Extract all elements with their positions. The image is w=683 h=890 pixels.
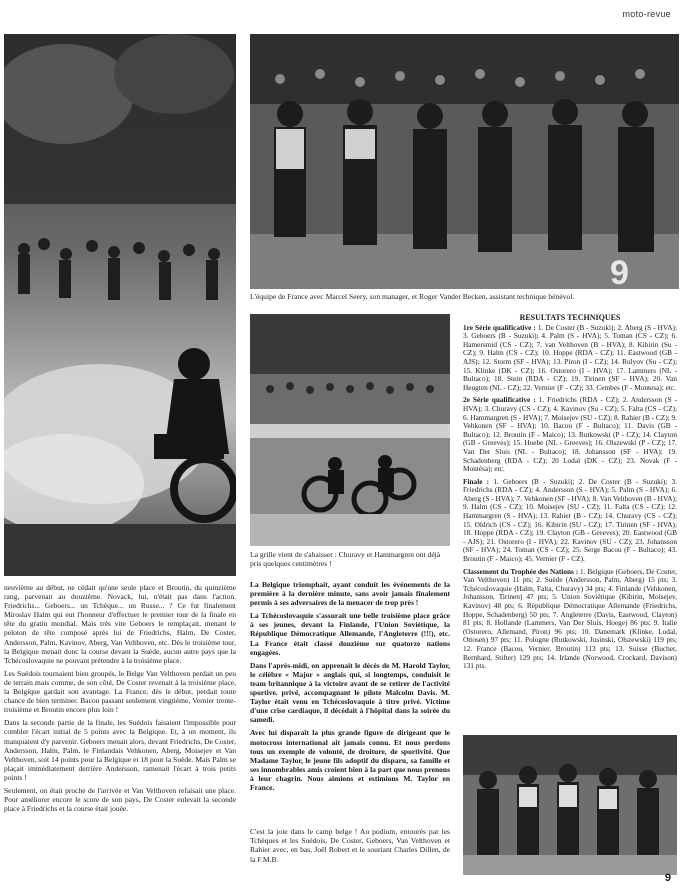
article-paragraph: Les Suédois tournaient bien groupés, le Belge Van Velthoven perdait un peu de terrain mais comme, de son côté, De Coster revenait à la troisième place, la Belgique gardait son avantage. La France, dès le début, perdait toute chance de bien terminer. Bacou passant seulement vingtième, Vernier trente-troisième et Broutin encore plus loin ! xyxy=(4,668,236,715)
article-column-1 xyxy=(4,583,236,817)
article-paragraph: Dans l'après-midi, on apprenait le décès de M. Harold Taylor, le célèbre « Major » anglais qui, si longtemps, conduisit le team britannique à la victoire avant de se retirer de l'activité sportive. privé, accompagnant le pilote Malcolm Davis. M. Taylor était venu en Tchécoslovaquie à titre privé. Victime d'une crise cardiaque, il décédait à l'hôpital dans la soirée du samedi. xyxy=(250,660,450,725)
article-paragraph: Seulement, on était proche de l'arrivée et Van Velthoven refaisait une place. Pour améliorer encore le score de son pays, De Coster enlevait la seconde place à Friedrichs et la course était jouée. xyxy=(4,785,236,814)
svg-text:9: 9 xyxy=(610,254,629,289)
page-number: 9 xyxy=(664,872,671,884)
series2-label: 2e Série qualificative : xyxy=(463,395,536,405)
caption-start-grid: La grille vient de s'abaisser : Churavy et Hammargren ont déjà pris quelques centimètres ! xyxy=(250,550,441,569)
final-results: 1. Geboers (B - Suzuki); 2. De Coster (B - Suzuki); 3. Friedrichs (RDA - CZ); 4. Andersson (S - HVA); 5. Palm (S - HVA); 6. Aberg (S - HVA); 7. Vehkonen (SF - HVA); 8. Van Velthoven (B - HVA); 9. Halm (CS - CZ); 10. Moisejev (SU - CZ); 11. Falta (CS - CZ); 12. Hammargren (S - HVA); 13. Rahier (B - CZ); 14. Churavy (CS - CZ); 15. Oldrich (CS - CZ); 16. Kibirin (SU - CZ); 17. Tirinen (SF - HVA); 18. Hoppe (RDA - CZ); 19. Clayton (GB - Greeves); 20. Eastwood (GB - AJS); 21. Ostorero (I - HVA); 22. Kavinov (SU - CZ); 23. Johansson (SF - HVA); 24. Toman (CS - CZ); 25. Serge Bacou (F - Bultaco); 43. Broutin (F - Maico); 45. Vernier (F - CZ). xyxy=(463,476,678,564)
caption-podium: C'est la joie dans le camp belge ! Au podium, entourés par les Tchèques et les Suédois, De Coster, Geboers, Van Velthoven et Rahier avec, en bas, Joël Robert et le souriant Charles Dillen, de la F.M.B. xyxy=(250,827,450,864)
series1-results: 1. De Coster (B - Suzuki); 2. Aberg (S - HVA); 3. Geboers (B - Suzuki); 4. Palm (S - HVA); 5. Toman (CS - CZ); 6. Hamersmid (CS - CZ); 7. van Velthoven (B - HVA); 8. Kibirin (Su - CZ); 9. Halm (CS - CZ); 10. Hoppe (RDA - CZ); 11. Eastwood (GB - AJS); 12. Storm (SF - HVA); 13. Piron (I - CZ); 14. Rulyov (Su - CZ); 15. Klinke (DK - CZ); 16. Ostorero (I - HVA); 17. Lammers (NL - Bultaco); 18. Stein (RDA - CZ); 19. Tirinen (SF - HVA); 20. Van Heugten (NL - CZ); 22. Vernier (F - CZ); 33. Cembes (F - Montesa); etc. xyxy=(463,322,677,392)
series2-results: 1. Friedrichs (RDA - CZ); 2. Andersson (S - HVA); 3. Churavy (CS - CZ); 4. Kavinov (Su - CZ); 5. Falta (CS - CZ); 6. Hammargren (S - HVA); 7. Moisejev (SU - CZ); 8. Rahier (B - CZ); 9. Vehkonen (SF - HVA); 10. Bacou (F - Bultaco); 11. Davis (GB - Bultaco); 12. Broutin (F - Maico); 13. Rutkowski (P - CZ); 14. Clayton (GB - Greeves); 15. Hoebe (NL - Greeves); 16. Olszewski (P - CZ); 17. Van Der Sluis (NL - Bultaco); 18. Johansson (SF - HVA); 19. Schadenberg (RDA - CZ); 20 Lodal (DK - CZ); 23. Novak (F - Montésa); etc. xyxy=(463,395,678,474)
article-paragraph: La Belgique triomphait, ayant conduit les événements de la première à la dernière minute, sans avoir jamais finalement permis à ses adversaires de la menacer de trop près ! xyxy=(250,580,450,608)
photo-rider-dust xyxy=(4,34,236,576)
photo-france-team xyxy=(250,34,679,289)
article-paragraph: Dans la seconde partie de la finale, les Suédois faisaient l'impossible pour combler l'écart initial de 5 points avec la Belgique. Et, à un moment, ils manquaient d'y parvenir. Geboers menait alors, devant Friedrichs, De Coster, Andersson, Halm, Palm, le Finlandais Vehkonen, Aberg, Moisejev et Van Velthoven, soit 14 points pour la Belgique et 18 pour la Suède. Mais Palm se plaçait immédiatement derrière Andersson, ramenait l'écart à trois petits points ! xyxy=(4,718,236,782)
article-paragraph: neuvième au début, ne cédait qu'une seule place et Broutin, du quinzième rang, parvenait au douzième. Novack, lui, n'était pas dans l'action. Friedrichs... Geboers... un Tchèque... un Russe... ? Ce fut finalement Miroslav Halm qui eut l'honneur d'effectuer le premier tour de la finale en tête du gratin mondial. Mais très vite Geboers le remplaçait, menant le peloton de tête composé après lui de Friedrichs, Halm, De Coster, Andersson, Palm, Kavinov, Aberg, Van Velthoven, etc. Dès le troisième tour, la Belgique menait donc la course devant la Suède, aucun autre pays que la Tchécoslovaquie ne pouvant prétendre à la troisième place. xyxy=(4,583,236,665)
article-paragraph: Avec lui disparaît la plus grande figure de dirigeant que le motocross international ait jamais connu. Et nous perdons tous un exemple de volonté, de droiture, de sportivité. Que Madame Taylor, le jeune fils adoptif du disparu, sa famille et ses innombrables amis croient bien à la part que nous prenons à leur chagrin. Nous aimions et estimions M. Taylor en France. xyxy=(250,728,450,792)
caption-france-team: L'équipe de France avec Marcel Seery, son manager, et Roger Vander Becken, assistant technique bénévol. xyxy=(250,292,575,301)
article-paragraph: La Tchécoslovaquie s'assurait une belle troisième place grâce à ses jeunes, devant la Finlande, l'Union Soviétique, la République Démocratique Allemande, l'Angleterre (!!!), etc. La France était classé douzième sur quatorze nations engagées. xyxy=(250,611,450,657)
series1-label: 1re Série qualificative : xyxy=(463,322,536,332)
photo-podium xyxy=(463,735,677,875)
article-column-2 xyxy=(250,580,450,796)
results-column xyxy=(463,314,677,675)
final-label: Finale : xyxy=(463,476,490,486)
trophy-label: Classement du Trophée des Nations : xyxy=(463,566,579,576)
trophy-results: 1. Belgique (Geboers, De Coster, Van Velthoven) 11 pts; 2. Suède (Andersson, Palm, Aberg) 15 pts; 3. Tchécoslovaquie (Halm, Falta, Churavy) 34 pts; 4. Finlande (Vehkonen, Johansson, Tirinen) 47 pts; 5. Union Soviétique (Kibirin, Moisejev, Kavinov) 48 pts; 6. République Démocratique Allemande (Friedrichs, Hoppe, Schadenberg) 50 pts; 7. Angleterre (Davis, Eastwood, Clayton) 81 pts; 8. Hollande (Lammers, Van Der Sluis, Hoege) 86 pts; 9. Italie (Ostorero, Allemand, Piron) 96 pts; 10. Danemark (Klinke, Lodal, Ottosen) 97 pts; 11. Pologne (Rutkowski, Jusinski, Olszewski) 119 pts; 12. France (Bacou, Vernier, Broutin) 113 pts; 13. Suisse (Bucher, Bernhard, Stifter) 129 pts; 14. Irlande (Norwood, Crockard, Davison) 131 pts. xyxy=(463,566,678,671)
photo-start-grid xyxy=(250,314,450,546)
magazine-name: moto-revue xyxy=(622,9,671,19)
results-title: RESULTATS TECHNIQUES xyxy=(519,313,621,322)
